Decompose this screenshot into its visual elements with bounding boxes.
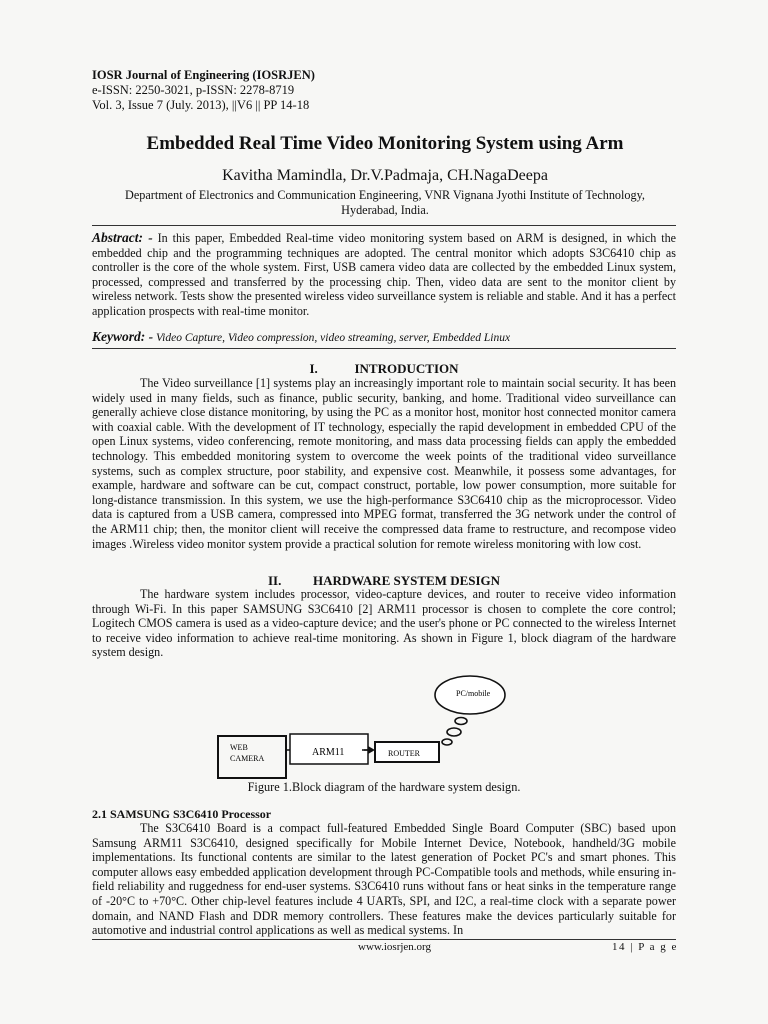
subsection-paragraph: The S3C6410 Board is a compact full-featured Embedded Single Board Computer (SBC) based upon Samsung ARM11 S3C6410, designed specifically for Mobile Internet Device, Notebook, handheld/3G mobile implementations. Its functional contents are similar to the latest generation of Pocket PC's and smart phones. This computer allows easy embedded application development through PC-Compatible tools and methods, while ensuring in-field reliability and ruggedness for end-user systems. S3C6410 runs without fans or heat sinks in the temperature range of -20°C to +70°C. Other chip-level features include 4 UARTs, SPI, and I2C, a real-time clock with a separate power domain, and NAND Flash and DDR memory controllers. These features make the devices particularly suitable for automotive and industrial control applications as well as medical systems. In	[92, 821, 676, 938]
hardware-body	[92, 587, 676, 660]
journal-header	[92, 68, 315, 113]
section-number: II.	[267, 573, 282, 588]
abstract-block	[92, 231, 676, 319]
keywords-divider	[92, 348, 676, 349]
subsection-heading: 2.1 SAMSUNG S3C6410 Processor	[92, 807, 272, 821]
footer-page-number: 14 | P a g e	[612, 941, 678, 953]
paper-title: Embedded Real Time Video Monitoring System using Arm	[146, 133, 624, 154]
router-label: ROUTER	[388, 749, 420, 758]
section-introduction-heading	[92, 361, 676, 377]
keywords-label: Keyword: -	[92, 329, 154, 344]
section-title: INTRODUCTION	[354, 361, 459, 376]
block-diagram	[210, 672, 510, 782]
introduction-paragraph: The Video surveillance [1] systems play an increasingly important role to maintain social security. It has been widely used in many fields, such as finance, public security, banking, and home. Traditional video surveillance can generally achieve close distance monitoring, by using the PC as a monitor host, monitor host connected monitor camera with coaxial cable. With the development of IT technology, especially the rapid development in embedded CPU of the open Linux systems, video conferencing, remote monitoring, and mass data processing fields can apply the embedded technology. This embedded monitoring system to overcome the week points of the traditional video surveillance systems, such as complex structure, poor stability, and expensive cost. Meanwhile, it possess some advantages, for example, hardware and software can be cut, compact construct, portable, low power consumption, more suitable for long-distance transmission. In this system, we use the high-performance S3C6410 chip as the microprocessor. Video data is captured from a USB camera, compressed into MPEG format, transferred the 3G network under the control of the ARM11 chip; then, the monitor client will receive the compressed data frame to restructure, and recompose video images .Wireless video monitor system provide a practical solution for remote wireless monitoring with low cost.	[92, 376, 676, 551]
arm11-label: ARM11	[312, 747, 345, 758]
top-divider	[92, 225, 676, 226]
keywords-text: Video Capture, Video compression, video streaming, server, Embedded Linux	[153, 332, 511, 344]
introduction-body	[92, 376, 676, 551]
abstract-text: In this paper, Embedded Real-time video monitoring system based on ARM is designed, in which the embedded chip and the programming techniques are adopted. The central monitor which adopts S3C6410 chip as controller is the core of the whole system. First, USB camera video data are collected by the embedded Linux system, processed, compressed and transferred by the processing chip. Then, video data are sent to the monitor client by wireless network. Tests show the presented wireless video surveillance system is reliable and stable. And it has a perfect application prospects with real-time monitor.	[92, 231, 676, 318]
thought-bubble-small	[442, 739, 452, 745]
subsection-body	[92, 821, 676, 938]
web-camera-label-2: CAMERA	[230, 754, 265, 763]
author-list: Kavitha Mamindla, Dr.V.Padmaja, CH.NagaDeepa	[222, 167, 548, 184]
section-title: HARDWARE SYSTEM DESIGN	[312, 573, 501, 588]
journal-name: IOSR Journal of Engineering (IOSRJEN)	[92, 68, 315, 82]
affiliation: Department of Electronics and Communication Engineering, VNR Vignana Jyothi Institute of Technology, Hyderabad, India.	[125, 188, 645, 217]
keywords-block	[92, 330, 676, 346]
section-number: I.	[309, 361, 318, 376]
figure-caption: Figure 1.Block diagram of the hardware system design.	[247, 780, 521, 794]
hardware-paragraph: The hardware system includes processor, video-capture devices, and router to receive video information through Wi-Fi. In this paper SAMSUNG S3C6410 [2] ARM11 processor is chosen to complete the core control; Logitech CMOS camera is used as a video-capture device; and the user's phone or PC connected to the wireless Internet to receive video information to achieve real-time monitoring. As shown in Figure 1, block diagram of the hardware system design.	[92, 587, 676, 660]
abstract-label: Abstract: -	[92, 230, 153, 245]
web-camera-label-1: WEB	[230, 743, 248, 752]
arrow-head	[368, 746, 375, 754]
thought-bubble-large	[455, 718, 467, 725]
footer-divider	[92, 939, 676, 940]
thought-bubble-medium	[447, 728, 461, 736]
footer-website: www.iosrjen.org	[358, 941, 432, 953]
volume-line: Vol. 3, Issue 7 (July. 2013), ||V6 || PP 14-18	[92, 98, 310, 112]
issn-line: e-ISSN: 2250-3021, p-ISSN: 2278-8719	[92, 83, 295, 97]
pc-mobile-label: PC/mobile	[456, 689, 491, 698]
